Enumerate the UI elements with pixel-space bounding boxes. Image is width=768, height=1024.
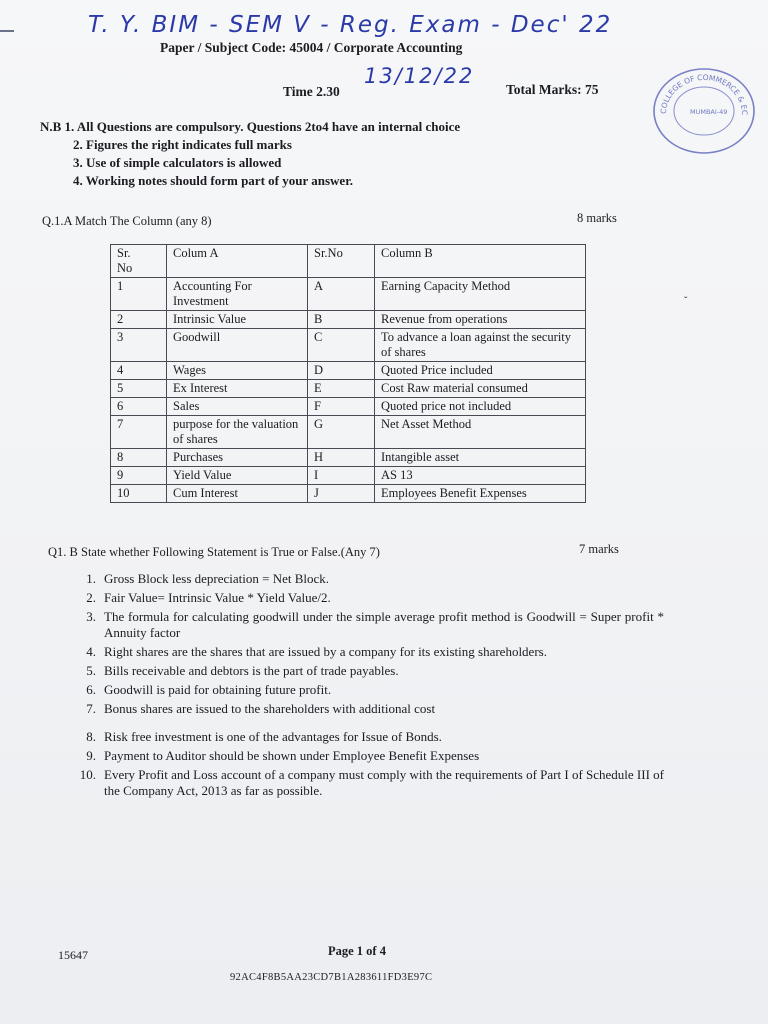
list-item — [64, 767, 664, 799]
item-text: Risk free investment is one of the advantages for Issue of Bonds. — [104, 729, 442, 744]
table-header-row — [111, 245, 586, 278]
item-text: Goodwill is paid for obtaining future profit. — [104, 682, 332, 697]
cell-sr: 3 — [111, 329, 167, 362]
svg-text:COLLEGE OF COMMERCE & ECONOMIC: COLLEGE OF COMMERCE & EC — [658, 72, 750, 116]
exam-time: Time 2.30 — [283, 84, 340, 99]
cell-letter: D — [308, 362, 375, 380]
subject-line: Paper / Subject Code: 45004 / Corporate Accounting — [160, 40, 463, 55]
table-row — [111, 311, 586, 329]
cell-letter: F — [308, 398, 375, 416]
list-item — [64, 609, 664, 641]
item-number: 2. — [86, 590, 96, 605]
svg-text:MUMBAI-49: MUMBAI-49 — [690, 108, 728, 116]
cell-sr: 9 — [111, 467, 167, 485]
q1a-heading: Q.1.A Match The Column (any 8) — [42, 214, 212, 228]
table-row — [111, 485, 586, 503]
cell-column-a: Wages — [167, 362, 308, 380]
handwritten-date: 13/12/22 — [364, 64, 475, 88]
cell-sr: 8 — [111, 449, 167, 467]
item-text: Fair Value= Intrinsic Value * Yield Value/2. — [104, 590, 331, 605]
table-row — [111, 398, 586, 416]
cell-column-a: Goodwill — [167, 329, 308, 362]
header-sr-no: Sr. No — [111, 245, 167, 278]
cell-sr: 6 — [111, 398, 167, 416]
cell-column-b: Employees Benefit Expenses — [375, 485, 586, 503]
cell-letter: I — [308, 467, 375, 485]
stray-mark-icon: ˇ — [684, 296, 688, 307]
cell-letter: C — [308, 329, 375, 362]
cell-column-b: Net Asset Method — [375, 416, 586, 449]
table-row — [111, 278, 586, 311]
q1a-marks: 8 marks — [577, 211, 617, 225]
table-row — [111, 467, 586, 485]
item-text: Gross Block less depreciation = Net Block. — [104, 571, 330, 586]
cell-sr: 4 — [111, 362, 167, 380]
cell-letter: A — [308, 278, 375, 311]
cell-column-a: Purchases — [167, 449, 308, 467]
instructions-block — [40, 118, 460, 190]
list-item — [64, 590, 664, 606]
item-number: 6. — [86, 682, 96, 697]
item-number: 8. — [86, 729, 96, 744]
list-item — [64, 701, 664, 717]
item-number: 3. — [86, 609, 96, 624]
header-sr-no-b: Sr.No — [308, 245, 375, 278]
list-item — [64, 729, 664, 745]
instruction-4: 4. Working notes should form part of your answer. — [73, 173, 354, 188]
total-marks: Total Marks: 75 — [506, 82, 599, 97]
item-text: Bills receivable and debtors is the part of trade payables. — [104, 663, 399, 678]
list-item — [64, 644, 664, 660]
match-the-column-table — [110, 244, 586, 503]
list-item — [64, 663, 664, 679]
handwritten-title: T. Y. BIM - SEM V - Reg. Exam - Dec' 22 — [88, 12, 613, 38]
list-item — [64, 748, 664, 764]
item-number: 4. — [86, 644, 96, 659]
true-false-list — [64, 571, 664, 802]
cell-column-b: AS 13 — [375, 467, 586, 485]
cell-sr: 10 — [111, 485, 167, 503]
cell-letter: E — [308, 380, 375, 398]
cell-letter: H — [308, 449, 375, 467]
cell-letter: G — [308, 416, 375, 449]
table-row — [111, 416, 586, 449]
cell-column-a: Accounting For Investment — [167, 278, 308, 311]
item-text: Payment to Auditor should be shown under Employee Benefit Expenses — [104, 748, 480, 763]
instruction-1: N.B 1. All Questions are compulsory. Questions 2to4 have an internal choice — [40, 119, 461, 134]
item-text: The formula for calculating goodwill under the simple average profit method is Goodwill = Super profit * Annuity factor — [104, 609, 664, 640]
item-number: 9. — [86, 748, 96, 763]
page-number: Page 1 of 4 — [328, 944, 386, 958]
cell-sr: 2 — [111, 311, 167, 329]
q1b-heading: Q1. B State whether Following Statement is True or False.(Any 7) — [48, 545, 380, 559]
table-row — [111, 380, 586, 398]
cell-column-a: Ex Interest — [167, 380, 308, 398]
cell-column-b: Quoted price not included — [375, 398, 586, 416]
table-row — [111, 449, 586, 467]
item-number: 7. — [86, 701, 96, 716]
cell-sr: 7 — [111, 416, 167, 449]
document-hash: 92AC4F8B5AA23CD7B1A283611FD3E97C — [230, 972, 433, 983]
cell-column-a: purpose for the valuation of shares — [167, 416, 308, 449]
table-row — [111, 362, 586, 380]
cell-column-b: Cost Raw material consumed — [375, 380, 586, 398]
q1b-marks: 7 marks — [579, 542, 619, 556]
cell-letter: B — [308, 311, 375, 329]
list-item — [64, 682, 664, 698]
list-item — [64, 571, 664, 587]
cell-column-a: Yield Value — [167, 467, 308, 485]
item-text: Bonus shares are issued to the shareholders with additional cost — [104, 701, 436, 716]
item-number: 10. — [79, 767, 96, 782]
cell-column-b: Earning Capacity Method — [375, 278, 586, 311]
table-row — [111, 329, 586, 362]
cell-letter: J — [308, 485, 375, 503]
cell-column-b: Quoted Price included — [375, 362, 586, 380]
cell-column-a: Sales — [167, 398, 308, 416]
header-column-b: Column B — [375, 245, 586, 278]
instruction-2: 2. Figures the right indicates full marks — [73, 137, 292, 152]
cell-column-a: Intrinsic Value — [167, 311, 308, 329]
cell-column-a: Cum Interest — [167, 485, 308, 503]
college-stamp-icon — [650, 66, 758, 156]
cell-column-b: Intangible asset — [375, 449, 586, 467]
instruction-3: 3. Use of simple calculators is allowed — [73, 155, 282, 170]
item-number: 1. — [86, 571, 96, 586]
cell-sr: 1 — [111, 278, 167, 311]
page-edge-mark — [0, 30, 14, 32]
cell-sr: 5 — [111, 380, 167, 398]
item-number: 5. — [86, 663, 96, 678]
header-column-a: Colum A — [167, 245, 308, 278]
item-text: Every Profit and Loss account of a company must comply with the requirements of Part I of Schedule III of the Company Act, 2013 as far as possible. — [104, 767, 664, 798]
paper-code: 15647 — [58, 948, 88, 962]
cell-column-b: To advance a loan against the security of shares — [375, 329, 586, 362]
cell-column-b: Revenue from operations — [375, 311, 586, 329]
item-text: Right shares are the shares that are issued by a company for its existing shareholders. — [104, 644, 547, 659]
